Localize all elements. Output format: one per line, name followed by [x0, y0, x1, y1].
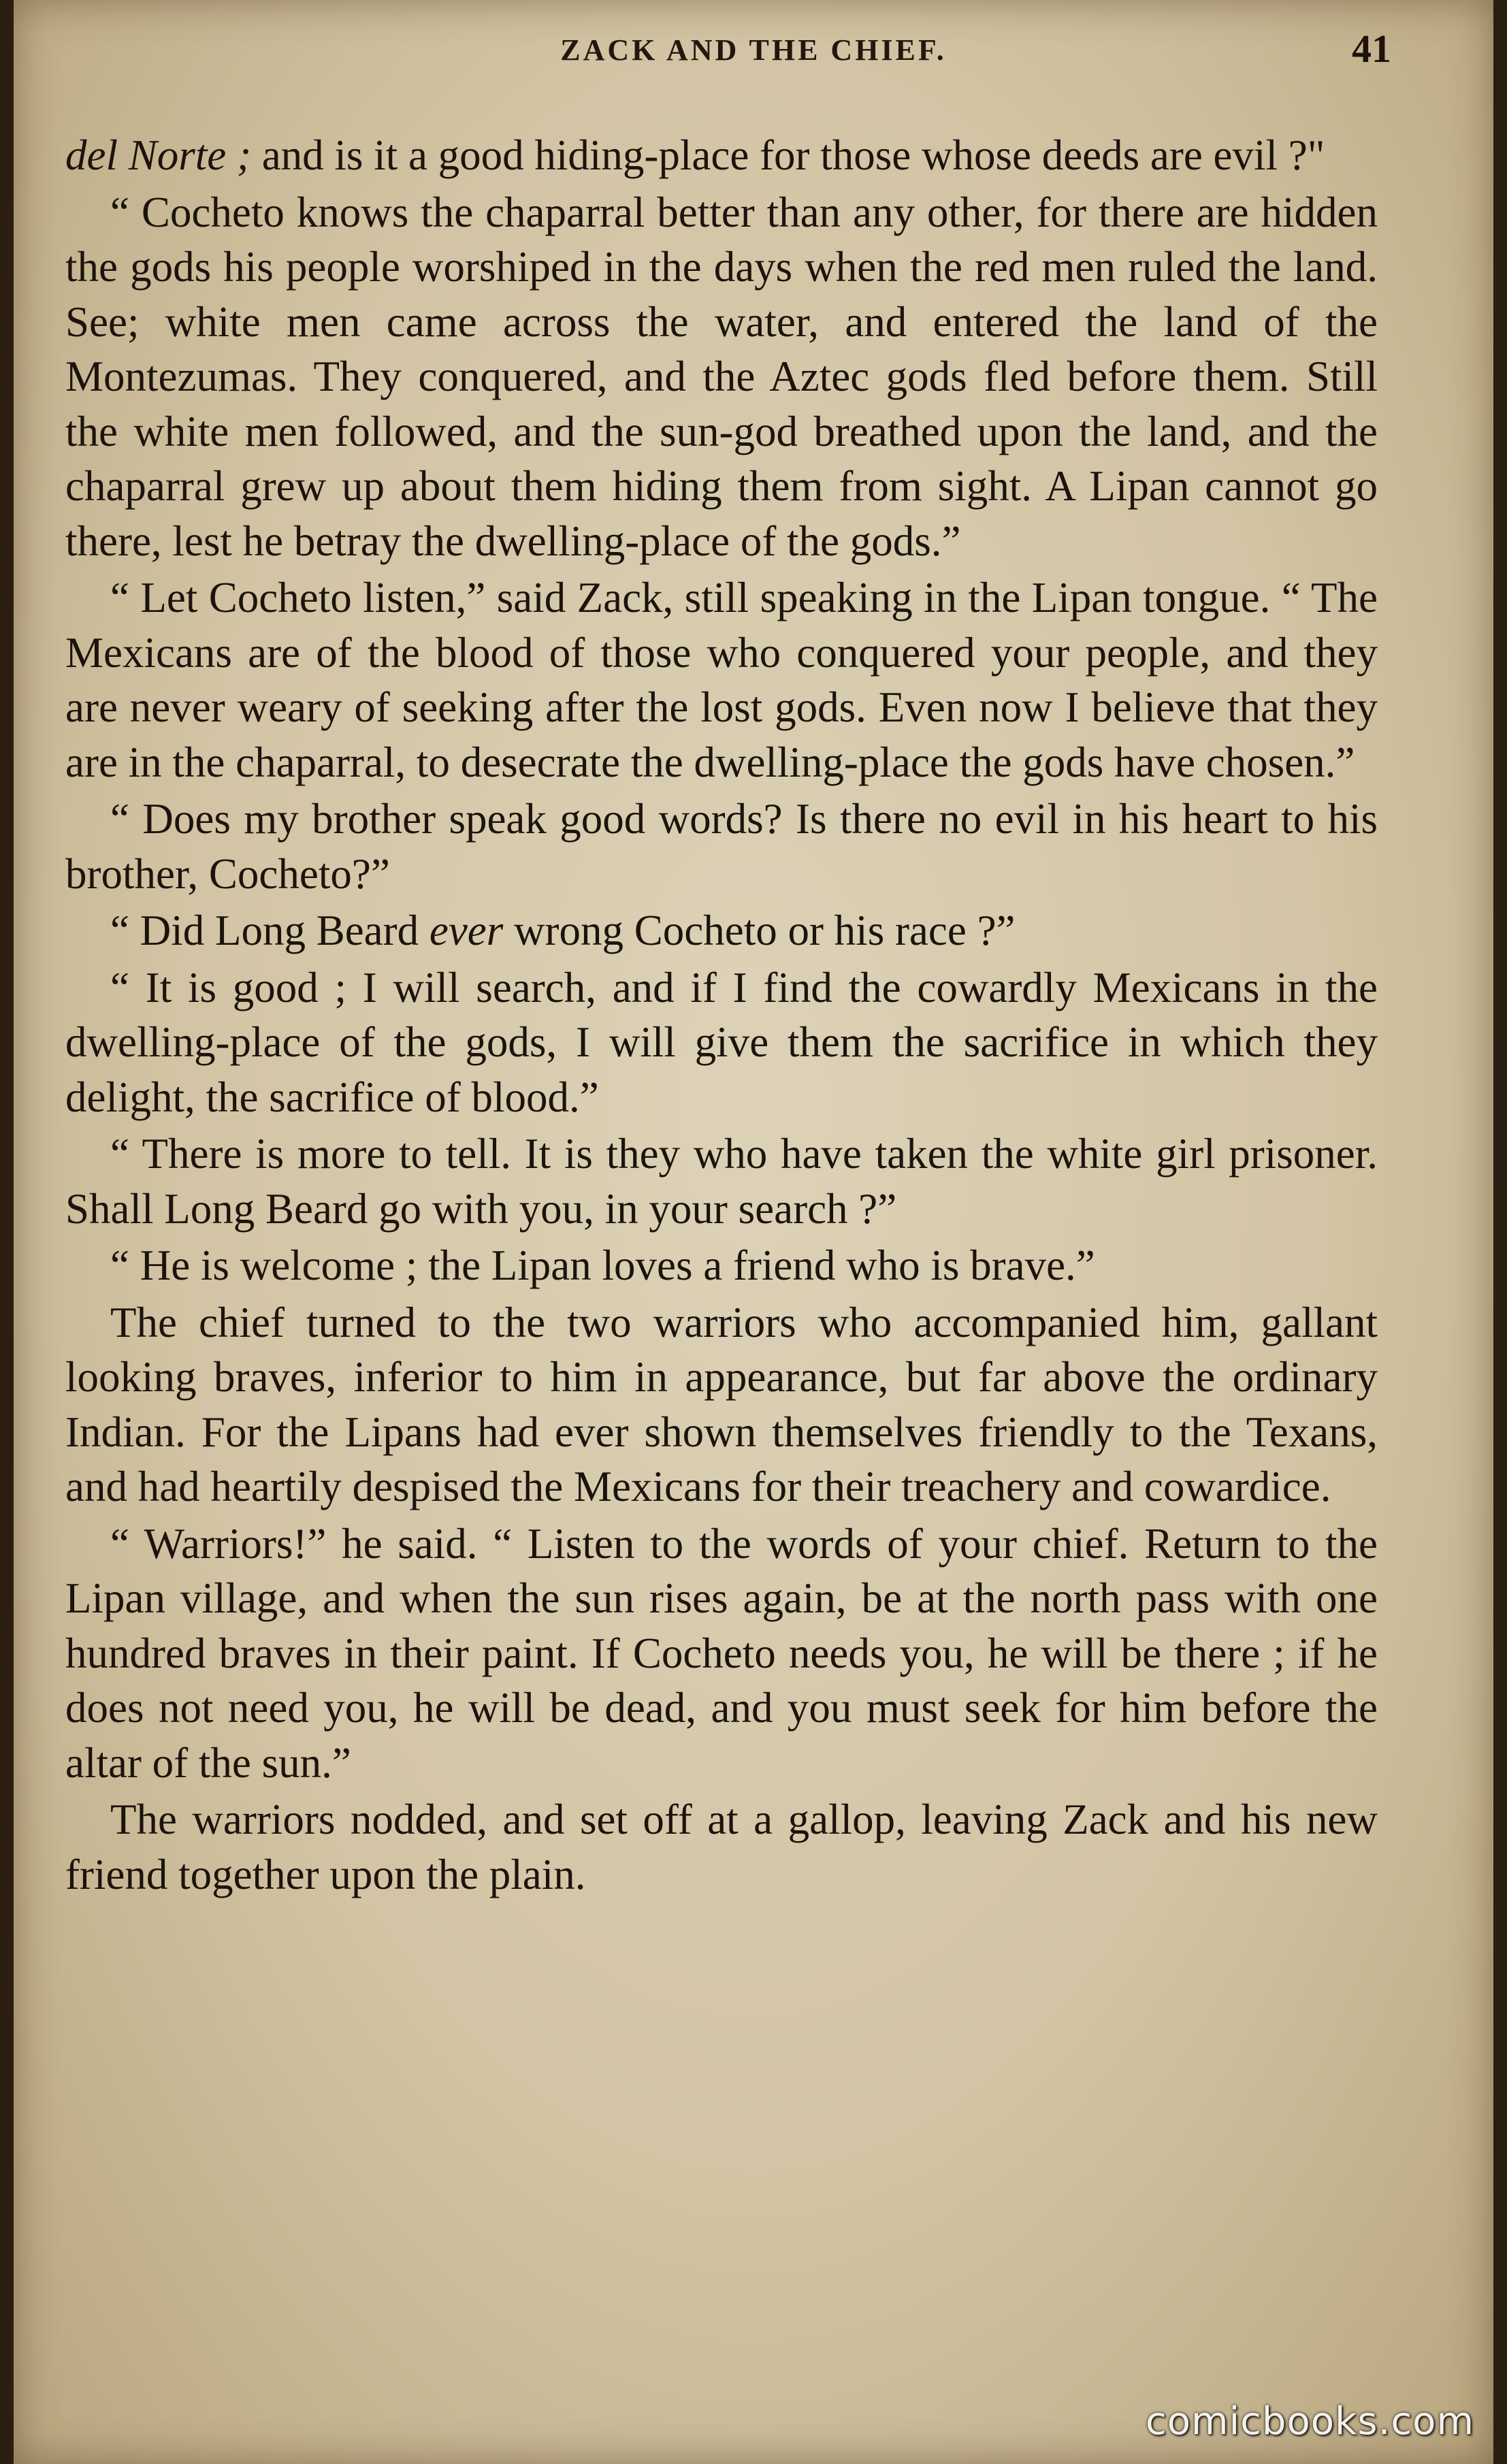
paragraph-10: “ Warriors!” he said. “ Listen to the words of your chief. Return to the Lipan village, and when the sun rises again, be at the north pass with one hundred braves in their paint. If Cocheto needs you, he will be there ; if he does not need you, he will be dead, and you must seek for him before the altar of the sun.” — [65, 1519, 1378, 1787]
page-number: 41 — [1352, 27, 1391, 71]
paragraph-5 — [65, 903, 1378, 958]
watermark: comicbooks.com — [1145, 2399, 1474, 2444]
paragraph-5-after: wrong Cocheto or his race ?” — [503, 907, 1016, 954]
paragraph-8: “ He is welcome ; the Lipan loves a friend who is brave.” — [110, 1242, 1095, 1289]
paragraph-4: “ Does my brother speak good words? Is there no evil in his heart to his brother, Cocheto?” — [65, 795, 1378, 898]
paragraph-5-italic: ever — [429, 907, 504, 954]
page-header — [14, 26, 1493, 80]
paragraph-7: “ There is more to tell. It is they who have taken the white girl prisoner. Shall Long Beard go with you, in your search ?” — [65, 1130, 1378, 1233]
body-text — [65, 128, 1378, 1904]
paragraph-1 — [65, 128, 1378, 183]
paragraph-2: “ Cocheto knows the chaparral better than any other, for there are hidden the gods his people worshiped in the days when the red men ruled the land. See; white men came across the water, and entered the land of the Montezumas. They conquered, and the Aztec gods fled before them. Still the white men followed, and the sun-god breathed upon the land, and the chaparral grew up about them hiding them from sight. A Lipan cannot go there, lest he betray the dwelling-place of the gods.” — [65, 188, 1378, 565]
paragraph-1-italic: del Norte ; — [65, 131, 251, 179]
running-head: ZACK AND THE CHIEF. — [560, 33, 947, 67]
book-page — [14, 0, 1493, 2464]
paragraph-6: “ It is good ; I will search, and if I find the cowardly Mexicans in the dwelling-place of the gods, I will give them the sacrifice in which they delight, the sacrifice of blood.” — [65, 963, 1378, 1121]
paragraph-11: The warriors nodded, and set off at a gallop, leaving Zack and his new friend together upon the plain. — [65, 1796, 1378, 1898]
paragraph-9: The chief turned to the two warriors who accompanied him, gallant looking braves, inferior to him in appearance, but far above the ordinary Indian. For the Lipans had ever shown themselves friendly to the Texans, and had heartily despised the Mexicans for their treachery and cowardice. — [65, 1298, 1378, 1510]
paragraph-1-rest: and is it a good hiding-place for those whose deeds are evil ?" — [250, 131, 1325, 179]
paragraph-5-before: “ Did Long Beard — [110, 907, 430, 954]
paragraph-3: “ Let Cocheto listen,” said Zack, still speaking in the Lipan tongue. “ The Mexicans are of the blood of those who conquered your people, and they are never weary of seeking after the lost gods. Even now I believe that they are in the chaparral, to desecrate the dwelling-place the gods have chosen.” — [65, 574, 1378, 786]
